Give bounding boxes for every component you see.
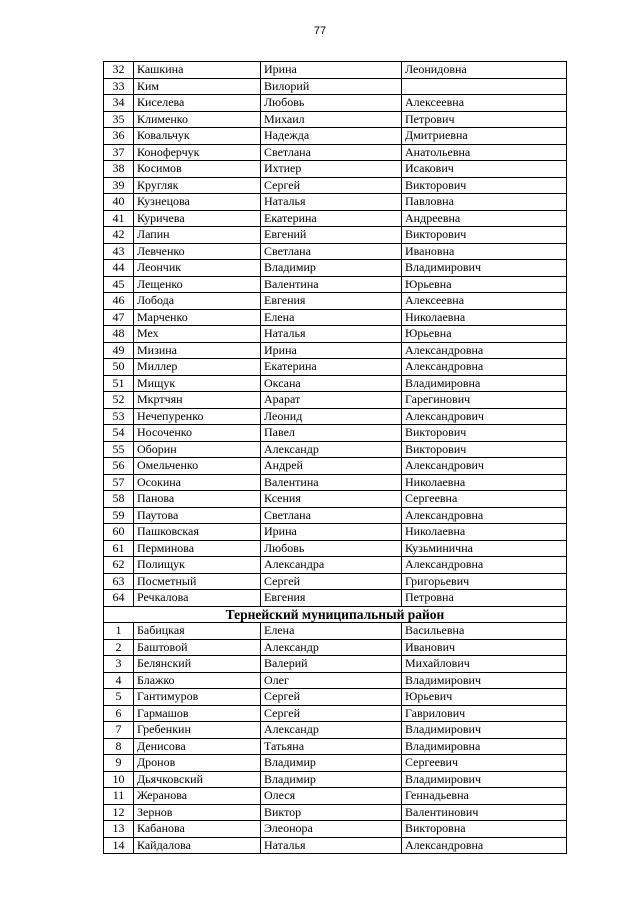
middle-name: Исакович: [402, 161, 567, 178]
row-number: 6: [104, 705, 134, 722]
first-name: Татьяна: [261, 738, 402, 755]
row-number: 1: [104, 623, 134, 640]
row-number: 45: [104, 276, 134, 293]
table-row: [104, 474, 567, 491]
middle-name: Петрович: [402, 111, 567, 128]
roster-part-2: [104, 623, 567, 854]
first-name: Валентина: [261, 276, 402, 293]
middle-name: Александровна: [402, 837, 567, 854]
last-name: Блажко: [134, 672, 261, 689]
row-number: 61: [104, 540, 134, 557]
row-number: 35: [104, 111, 134, 128]
table-row: [104, 837, 567, 854]
last-name: Мех: [134, 326, 261, 343]
last-name: Кабанова: [134, 821, 261, 838]
row-number: 46: [104, 293, 134, 310]
middle-name: Николаевна: [402, 309, 567, 326]
middle-name: Алексеевна: [402, 95, 567, 112]
row-number: 40: [104, 194, 134, 211]
table-row: [104, 128, 567, 145]
table-row: [104, 623, 567, 640]
first-name: Владимир: [261, 260, 402, 277]
last-name: Мкртчян: [134, 392, 261, 409]
row-number: 9: [104, 755, 134, 772]
table-row: [104, 177, 567, 194]
middle-name: Анатольевна: [402, 144, 567, 161]
row-number: 3: [104, 656, 134, 673]
row-number: 37: [104, 144, 134, 161]
table-row: [104, 276, 567, 293]
table-row: [104, 672, 567, 689]
middle-name: Валентинович: [402, 804, 567, 821]
table-row: [104, 293, 567, 310]
last-name: Оборин: [134, 441, 261, 458]
last-name: Лапин: [134, 227, 261, 244]
table-row: [104, 210, 567, 227]
row-number: 53: [104, 408, 134, 425]
first-name: Наталья: [261, 194, 402, 211]
middle-name: Александровна: [402, 507, 567, 524]
last-name: Кругляк: [134, 177, 261, 194]
section-header-row-group: [104, 606, 567, 623]
row-number: 64: [104, 590, 134, 607]
middle-name: Викторович: [402, 227, 567, 244]
last-name: Ким: [134, 78, 261, 95]
middle-name: Андреевна: [402, 210, 567, 227]
middle-name: Петровна: [402, 590, 567, 607]
first-name: Олег: [261, 672, 402, 689]
last-name: Денисова: [134, 738, 261, 755]
row-number: 49: [104, 342, 134, 359]
first-name: Светлана: [261, 144, 402, 161]
middle-name: Гарегинович: [402, 392, 567, 409]
table-row: [104, 656, 567, 673]
middle-name: Иванович: [402, 639, 567, 656]
first-name: Леонид: [261, 408, 402, 425]
first-name: Александр: [261, 722, 402, 739]
table-row: [104, 227, 567, 244]
middle-name: Владимирович: [402, 771, 567, 788]
row-number: 54: [104, 425, 134, 442]
middle-name: Викторовна: [402, 821, 567, 838]
middle-name: Юрьевич: [402, 689, 567, 706]
middle-name: Викторович: [402, 441, 567, 458]
table-row: [104, 408, 567, 425]
middle-name: Александрович: [402, 458, 567, 475]
first-name: Любовь: [261, 95, 402, 112]
middle-name: Владимирович: [402, 722, 567, 739]
row-number: 52: [104, 392, 134, 409]
last-name: Киселева: [134, 95, 261, 112]
row-number: 2: [104, 639, 134, 656]
first-name: Ихтиер: [261, 161, 402, 178]
table-row: [104, 788, 567, 805]
middle-name: Сергеевич: [402, 755, 567, 772]
first-name: Екатерина: [261, 359, 402, 376]
row-number: 5: [104, 689, 134, 706]
last-name: Ковальчук: [134, 128, 261, 145]
first-name: Владимир: [261, 771, 402, 788]
row-number: 8: [104, 738, 134, 755]
row-number: 10: [104, 771, 134, 788]
middle-name: Павловна: [402, 194, 567, 211]
roster-table: [103, 61, 567, 854]
last-name: Бабицкая: [134, 623, 261, 640]
middle-name: Владимировна: [402, 738, 567, 755]
last-name: Кашкина: [134, 62, 261, 79]
first-name: Сергей: [261, 573, 402, 590]
last-name: Жеранова: [134, 788, 261, 805]
first-name: Павел: [261, 425, 402, 442]
row-number: 60: [104, 524, 134, 541]
first-name: Андрей: [261, 458, 402, 475]
table-row: [104, 755, 567, 772]
table-row: [104, 359, 567, 376]
middle-name: Александровна: [402, 359, 567, 376]
table-row: [104, 524, 567, 541]
last-name: Баштовой: [134, 639, 261, 656]
row-number: 38: [104, 161, 134, 178]
last-name: Гребенкин: [134, 722, 261, 739]
table-row: [104, 557, 567, 574]
row-number: 39: [104, 177, 134, 194]
middle-name: Владимировна: [402, 375, 567, 392]
last-name: Гармашов: [134, 705, 261, 722]
table-row: [104, 590, 567, 607]
middle-name: Дмитриевна: [402, 128, 567, 145]
table-row: [104, 78, 567, 95]
table-row: [104, 243, 567, 260]
last-name: Зернов: [134, 804, 261, 821]
table-row: [104, 260, 567, 277]
last-name: Речкалова: [134, 590, 261, 607]
first-name: Сергей: [261, 177, 402, 194]
middle-name: Григорьевич: [402, 573, 567, 590]
table-row: [104, 507, 567, 524]
row-number: 12: [104, 804, 134, 821]
last-name: Нечепуренко: [134, 408, 261, 425]
row-number: 44: [104, 260, 134, 277]
last-name: Паутова: [134, 507, 261, 524]
table-row: [104, 161, 567, 178]
last-name: Осокина: [134, 474, 261, 491]
middle-name: Гаврилович: [402, 705, 567, 722]
first-name: Елена: [261, 623, 402, 640]
row-number: 11: [104, 788, 134, 805]
middle-name: Юрьевна: [402, 276, 567, 293]
last-name: Полищук: [134, 557, 261, 574]
first-name: Элеонора: [261, 821, 402, 838]
row-number: 33: [104, 78, 134, 95]
row-number: 13: [104, 821, 134, 838]
table-row: [104, 771, 567, 788]
first-name: Александра: [261, 557, 402, 574]
first-name: Светлана: [261, 507, 402, 524]
last-name: Дронов: [134, 755, 261, 772]
last-name: Лобода: [134, 293, 261, 310]
table-row: [104, 573, 567, 590]
row-number: 50: [104, 359, 134, 376]
row-number: 62: [104, 557, 134, 574]
last-name: Белянский: [134, 656, 261, 673]
table-row: [104, 95, 567, 112]
first-name: Наталья: [261, 326, 402, 343]
first-name: Наталья: [261, 837, 402, 854]
row-number: 55: [104, 441, 134, 458]
middle-name: Геннадьевна: [402, 788, 567, 805]
table-row: [104, 375, 567, 392]
first-name: Валентина: [261, 474, 402, 491]
row-number: 56: [104, 458, 134, 475]
first-name: Вилорий: [261, 78, 402, 95]
table-row: [104, 309, 567, 326]
table-row: [104, 491, 567, 508]
table-row: [104, 458, 567, 475]
first-name: Сергей: [261, 705, 402, 722]
middle-name: Алексеевна: [402, 293, 567, 310]
last-name: Посметный: [134, 573, 261, 590]
middle-name: Владимирович: [402, 260, 567, 277]
middle-name: Николаевна: [402, 524, 567, 541]
first-name: Ирина: [261, 342, 402, 359]
table-row: [104, 639, 567, 656]
row-number: 14: [104, 837, 134, 854]
last-name: Леончик: [134, 260, 261, 277]
row-number: 32: [104, 62, 134, 79]
first-name: Владимир: [261, 755, 402, 772]
middle-name: Кузьминична: [402, 540, 567, 557]
table-row: [104, 821, 567, 838]
table-row: [104, 392, 567, 409]
table-row: [104, 540, 567, 557]
last-name: Коноферчук: [134, 144, 261, 161]
middle-name: Николаевна: [402, 474, 567, 491]
table-row: [104, 194, 567, 211]
middle-name: Александровна: [402, 557, 567, 574]
middle-name: [402, 78, 567, 95]
table-row: [104, 722, 567, 739]
first-name: Ирина: [261, 524, 402, 541]
last-name: Пашковская: [134, 524, 261, 541]
middle-name: Леонидовна: [402, 62, 567, 79]
first-name: Александр: [261, 441, 402, 458]
middle-name: Владимирович: [402, 672, 567, 689]
first-name: Екатерина: [261, 210, 402, 227]
middle-name: Викторович: [402, 425, 567, 442]
first-name: Оксана: [261, 375, 402, 392]
first-name: Виктор: [261, 804, 402, 821]
table-row: [104, 144, 567, 161]
roster-part-1: [104, 62, 567, 607]
last-name: Мизина: [134, 342, 261, 359]
first-name: Ирина: [261, 62, 402, 79]
first-name: Сергей: [261, 689, 402, 706]
last-name: Гантимуров: [134, 689, 261, 706]
table-row: [104, 342, 567, 359]
last-name: Кузнецова: [134, 194, 261, 211]
first-name: Евгения: [261, 293, 402, 310]
last-name: Левченко: [134, 243, 261, 260]
row-number: 48: [104, 326, 134, 343]
table-row: [104, 111, 567, 128]
first-name: Валерий: [261, 656, 402, 673]
table-row: [104, 705, 567, 722]
last-name: Марченко: [134, 309, 261, 326]
last-name: Дьячковский: [134, 771, 261, 788]
last-name: Перминова: [134, 540, 261, 557]
section-header-row: [104, 606, 567, 623]
row-number: 7: [104, 722, 134, 739]
row-number: 57: [104, 474, 134, 491]
middle-name: Александрович: [402, 408, 567, 425]
last-name: Мищук: [134, 375, 261, 392]
middle-name: Александровна: [402, 342, 567, 359]
page-number: 77: [313, 25, 327, 37]
row-number: 59: [104, 507, 134, 524]
first-name: Александр: [261, 639, 402, 656]
row-number: 47: [104, 309, 134, 326]
row-number: 34: [104, 95, 134, 112]
first-name: Евгений: [261, 227, 402, 244]
table-row: [104, 738, 567, 755]
middle-name: Васильевна: [402, 623, 567, 640]
last-name: Омельченко: [134, 458, 261, 475]
row-number: 58: [104, 491, 134, 508]
row-number: 63: [104, 573, 134, 590]
last-name: Носоченко: [134, 425, 261, 442]
last-name: Клименко: [134, 111, 261, 128]
row-number: 36: [104, 128, 134, 145]
row-number: 42: [104, 227, 134, 244]
table-row: [104, 689, 567, 706]
last-name: Панова: [134, 491, 261, 508]
last-name: Куричева: [134, 210, 261, 227]
first-name: Арарат: [261, 392, 402, 409]
middle-name: Юрьевна: [402, 326, 567, 343]
middle-name: Ивановна: [402, 243, 567, 260]
last-name: Кайдалова: [134, 837, 261, 854]
table-row: [104, 804, 567, 821]
row-number: 4: [104, 672, 134, 689]
first-name: Ксения: [261, 491, 402, 508]
first-name: Евгения: [261, 590, 402, 607]
table-row: [104, 62, 567, 79]
middle-name: Викторович: [402, 177, 567, 194]
row-number: 51: [104, 375, 134, 392]
row-number: 41: [104, 210, 134, 227]
table-row: [104, 425, 567, 442]
row-number: 43: [104, 243, 134, 260]
table-row: [104, 441, 567, 458]
first-name: Михаил: [261, 111, 402, 128]
first-name: Светлана: [261, 243, 402, 260]
last-name: Миллер: [134, 359, 261, 376]
first-name: Елена: [261, 309, 402, 326]
table-row: [104, 326, 567, 343]
middle-name: Михайлович: [402, 656, 567, 673]
middle-name: Сергеевна: [402, 491, 567, 508]
first-name: Олеся: [261, 788, 402, 805]
first-name: Любовь: [261, 540, 402, 557]
last-name: Лещенко: [134, 276, 261, 293]
section-title: Тернейский муниципальный район: [104, 606, 567, 623]
first-name: Надежда: [261, 128, 402, 145]
last-name: Косимов: [134, 161, 261, 178]
